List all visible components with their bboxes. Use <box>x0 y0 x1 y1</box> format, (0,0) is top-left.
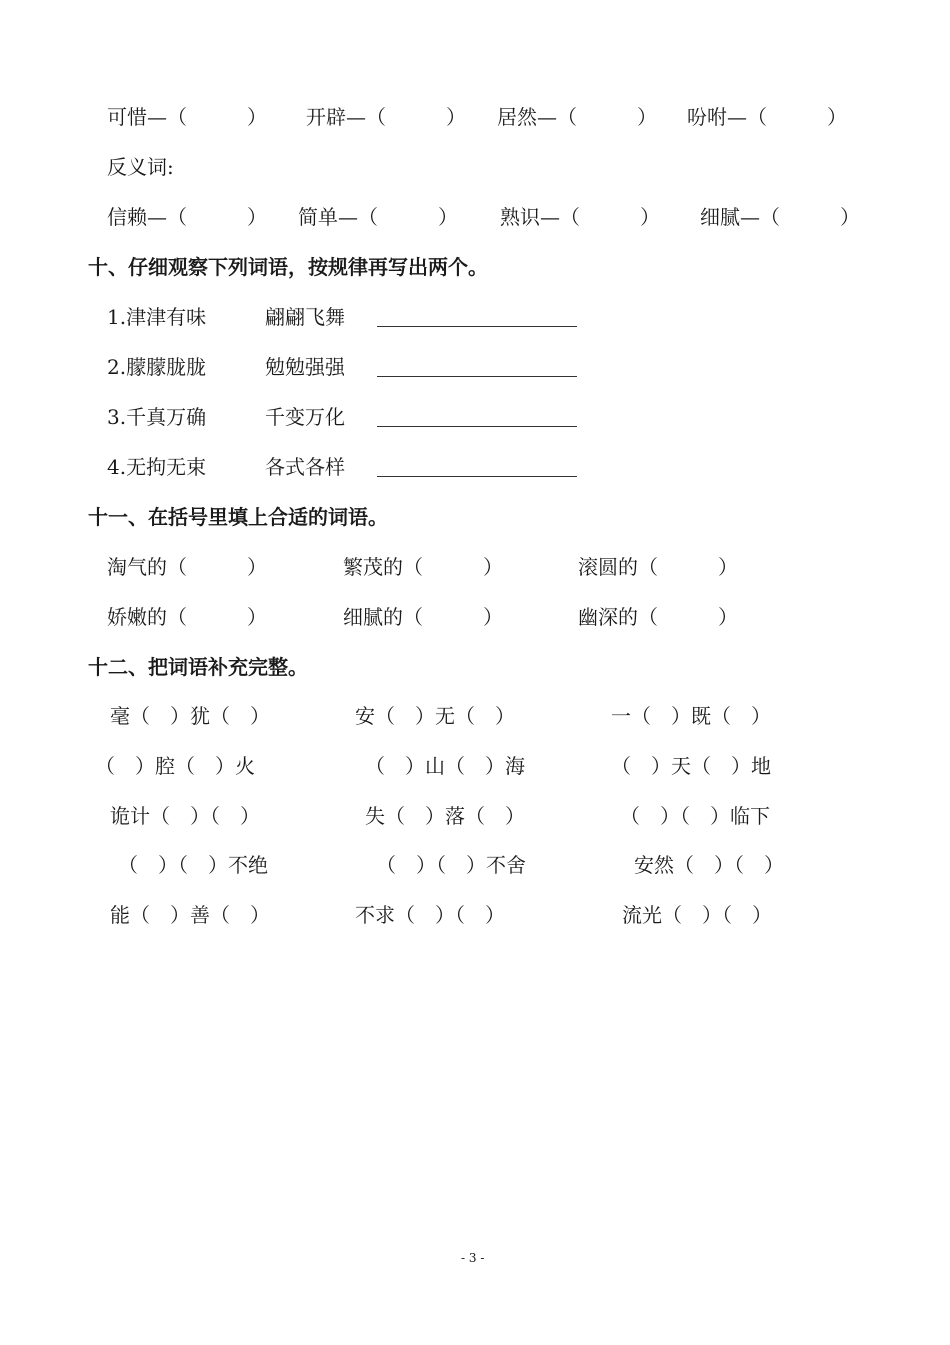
s10-row-2-word-b: 勉勉强强 <box>265 355 345 379</box>
s12-r4-c2: （ ）（ ）不舍 <box>376 853 526 877</box>
antonym-item-1: 信赖—（ ） <box>107 205 267 229</box>
s12-r5-c3: 流光（ ）（ ） <box>622 903 772 927</box>
s10-row-3-word-a: 3.千真万确 <box>107 405 207 429</box>
s12-r3-c3: （ ）（ ）临下 <box>620 804 770 828</box>
synonym-item-2: 开辟—（ ） <box>306 105 466 129</box>
s11-item-1: 淘气的（ ） <box>107 555 267 579</box>
s11-item-3: 滚圆的（ ） <box>578 555 738 579</box>
s11-item-6: 幽深的（ ） <box>578 605 738 629</box>
s11-item-2: 繁茂的（ ） <box>343 555 503 579</box>
antonym-label: 反义词: <box>107 155 174 179</box>
s10-row-1-word-b: 翩翩飞舞 <box>265 305 345 329</box>
s12-r1-c3: 一（ ）既（ ） <box>611 704 771 728</box>
synonym-item-3: 居然—（ ） <box>497 105 657 129</box>
s12-r2-c1: （ ）腔（ ）火 <box>95 754 255 778</box>
s10-row-1-answer-line[interactable] <box>377 326 577 327</box>
s10-row-1-word-a: 1.津津有味 <box>107 305 207 329</box>
s10-row-2-answer-line[interactable] <box>377 376 577 377</box>
section-12-title: 十二、把词语补充完整。 <box>88 655 308 679</box>
section-11-title: 十一、在括号里填上合适的词语。 <box>88 505 388 529</box>
s10-row-3-answer-line[interactable] <box>377 426 577 427</box>
s12-r2-c2: （ ）山（ ）海 <box>365 754 525 778</box>
s11-item-5: 细腻的（ ） <box>343 605 503 629</box>
s11-item-4: 娇嫩的（ ） <box>107 605 267 629</box>
antonym-item-2: 简单—（ ） <box>298 205 458 229</box>
s10-row-4-answer-line[interactable] <box>377 476 577 477</box>
page-number: - 3 - <box>461 1251 485 1265</box>
s10-row-4-word-b: 各式各样 <box>265 455 345 479</box>
s12-r3-c1: 诡计（ ）（ ） <box>110 804 260 828</box>
s12-r3-c2: 失（ ）落（ ） <box>365 804 525 828</box>
s10-row-4-word-a: 4.无拘无束 <box>107 455 207 479</box>
s10-row-3-word-b: 千变万化 <box>265 405 345 429</box>
synonym-item-4: 吩咐—（ ） <box>687 105 847 129</box>
antonym-item-3: 熟识—（ ） <box>500 205 660 229</box>
s12-r5-c2: 不求（ ）（ ） <box>355 903 505 927</box>
s12-r1-c2: 安（ ）无（ ） <box>355 704 515 728</box>
synonym-item-1: 可惜—（ ） <box>107 105 267 129</box>
s12-r4-c1: （ ）（ ）不绝 <box>118 853 268 877</box>
s12-r1-c1: 毫（ ）犹（ ） <box>110 704 270 728</box>
s12-r2-c3: （ ）天（ ）地 <box>611 754 771 778</box>
s10-row-2-word-a: 2.朦朦胧胧 <box>107 355 207 379</box>
s12-r5-c1: 能（ ）善（ ） <box>110 903 270 927</box>
section-10-title: 十、仔细观察下列词语，按规律再写出两个。 <box>88 255 488 279</box>
s12-r4-c3: 安然（ ）（ ） <box>634 853 784 877</box>
antonym-item-4: 细腻—（ ） <box>700 205 860 229</box>
